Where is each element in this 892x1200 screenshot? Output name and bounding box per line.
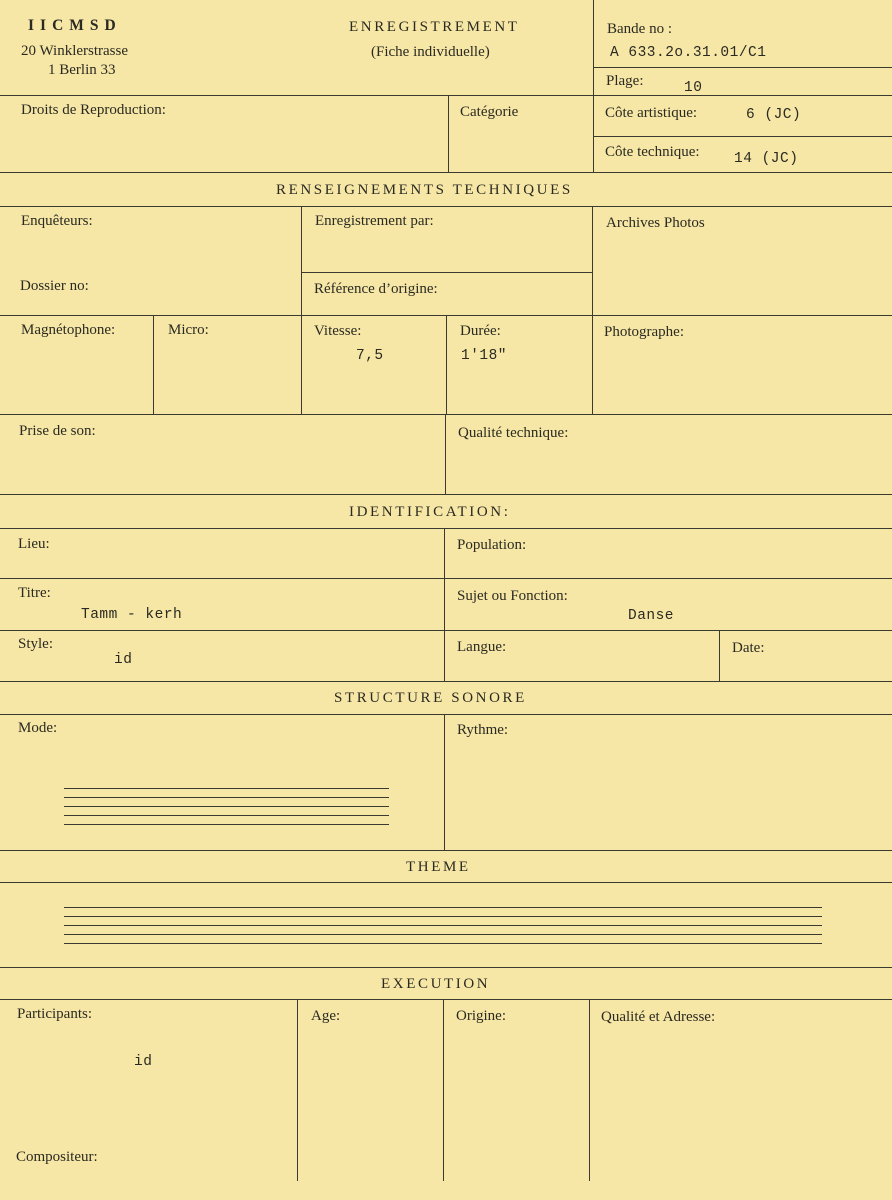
droits-label: Droits de Reproduction: bbox=[21, 102, 166, 118]
mode-staff-line bbox=[64, 788, 389, 789]
rule-header-right bbox=[593, 0, 594, 172]
enregistrement-par-label: Enregistrement par: bbox=[315, 213, 434, 229]
rule-exec-bottom bbox=[0, 999, 892, 1000]
rule-categorie bbox=[448, 95, 449, 172]
form-subtitle: (Fiche individuelle) bbox=[371, 44, 490, 60]
rule-tech-bottom bbox=[0, 206, 892, 207]
cote-technique-label: Côte technique: bbox=[605, 144, 700, 160]
vitesse-label: Vitesse: bbox=[314, 323, 362, 339]
cote-artistique-value: 6 (JC) bbox=[746, 107, 802, 123]
categorie-label: Catégorie bbox=[460, 104, 519, 120]
population-label: Population: bbox=[457, 537, 527, 553]
qualite-technique-label: Qualité technique: bbox=[458, 425, 569, 441]
section-technique: RENSEIGNEMENTS TECHNIQUES bbox=[276, 182, 573, 198]
rule-tech-top bbox=[0, 172, 892, 173]
dossier-label: Dossier no: bbox=[20, 278, 89, 294]
theme-staff-line bbox=[64, 943, 822, 944]
address-line1: 20 Winklerstrasse bbox=[21, 43, 129, 59]
theme-staff-line bbox=[64, 934, 822, 935]
section-identification: IDENTIFICATION: bbox=[349, 504, 511, 520]
rule-theme-bottom bbox=[0, 882, 892, 883]
age-label: Age: bbox=[311, 1008, 341, 1024]
address-line2: 1 Berlin 33 bbox=[48, 62, 116, 78]
titre-value: Tamm - kerh bbox=[81, 607, 183, 623]
rule-prise-top bbox=[0, 414, 892, 415]
rule-plage bbox=[593, 67, 892, 68]
reference-label: Référence d’origine: bbox=[314, 281, 438, 297]
rule-archives-left bbox=[592, 206, 593, 414]
mode-staff-line bbox=[64, 806, 389, 807]
compositeur-label: Compositeur: bbox=[16, 1149, 98, 1165]
prise-de-son-label: Prise de son: bbox=[19, 423, 96, 439]
bande-value: A 633.2o.31.01/C1 bbox=[610, 45, 767, 61]
theme-staff-line bbox=[64, 907, 822, 908]
archives-photos-label: Archives Photos bbox=[606, 215, 705, 231]
titre-label: Titre: bbox=[18, 585, 51, 601]
bande-label: Bande no : bbox=[607, 21, 672, 37]
org-logo: IICMSD bbox=[28, 17, 122, 34]
rule-theme-top bbox=[0, 850, 892, 851]
section-structure: STRUCTURE SONORE bbox=[334, 690, 527, 706]
sujet-value: Danse bbox=[628, 608, 675, 624]
mode-label: Mode: bbox=[18, 720, 58, 736]
cote-technique-value: 14 (JC) bbox=[734, 151, 799, 167]
rule-ident-top bbox=[0, 494, 892, 495]
theme-staff-line bbox=[64, 916, 822, 917]
sujet-label: Sujet ou Fonction: bbox=[457, 588, 568, 604]
rule-ident-bottom bbox=[0, 528, 892, 529]
qualite-adresse-label: Qualité et Adresse: bbox=[601, 1009, 716, 1025]
section-execution: EXECUTION bbox=[381, 976, 491, 992]
rule-micro-left bbox=[153, 315, 154, 414]
style-value: id bbox=[114, 652, 133, 668]
cote-artistique-label: Côte artistique: bbox=[605, 105, 698, 121]
rule-ident-mid bbox=[444, 528, 445, 681]
rule-cote bbox=[593, 136, 892, 137]
rule-exec-top bbox=[0, 967, 892, 968]
participants-value: id bbox=[134, 1054, 153, 1070]
duree-value: 1'18" bbox=[461, 348, 508, 364]
micro-label: Micro: bbox=[168, 322, 209, 338]
enqueteurs-label: Enquêteurs: bbox=[21, 213, 93, 229]
style-label: Style: bbox=[18, 636, 54, 652]
rule-reference bbox=[301, 272, 592, 273]
rule-qualite-adresse-left bbox=[589, 999, 590, 1181]
rule-rythme-left bbox=[444, 714, 445, 850]
plage-label: Plage: bbox=[606, 73, 644, 89]
rule-qualite-left bbox=[445, 414, 446, 494]
duree-label: Durée: bbox=[460, 323, 501, 339]
photographe-label: Photographe: bbox=[604, 324, 684, 340]
form-title: ENREGISTREMENT bbox=[349, 19, 520, 35]
rule-top-header bbox=[0, 95, 892, 96]
rule-origine-left bbox=[443, 999, 444, 1181]
rule-age-left bbox=[297, 999, 298, 1181]
mode-staff-line bbox=[64, 815, 389, 816]
section-theme: THEME bbox=[406, 859, 471, 875]
rule-date-left bbox=[719, 630, 720, 681]
participants-label: Participants: bbox=[17, 1006, 92, 1022]
mode-staff-line bbox=[64, 797, 389, 798]
langue-label: Langue: bbox=[457, 639, 507, 655]
rule-titre bbox=[0, 578, 892, 579]
date-label: Date: bbox=[732, 640, 765, 656]
magnetophone-label: Magnétophone: bbox=[21, 322, 116, 338]
rule-structure-top bbox=[0, 681, 892, 682]
rule-enreg-left bbox=[301, 206, 302, 414]
vitesse-value: 7,5 bbox=[356, 348, 384, 364]
rule-style bbox=[0, 630, 892, 631]
rythme-label: Rythme: bbox=[457, 722, 509, 738]
rule-duree-left bbox=[446, 315, 447, 414]
theme-staff-line bbox=[64, 925, 822, 926]
plage-value: 10 bbox=[684, 80, 703, 96]
lieu-label: Lieu: bbox=[18, 536, 50, 552]
rule-structure-bottom bbox=[0, 714, 892, 715]
mode-staff-line bbox=[64, 824, 389, 825]
origine-label: Origine: bbox=[456, 1008, 506, 1024]
